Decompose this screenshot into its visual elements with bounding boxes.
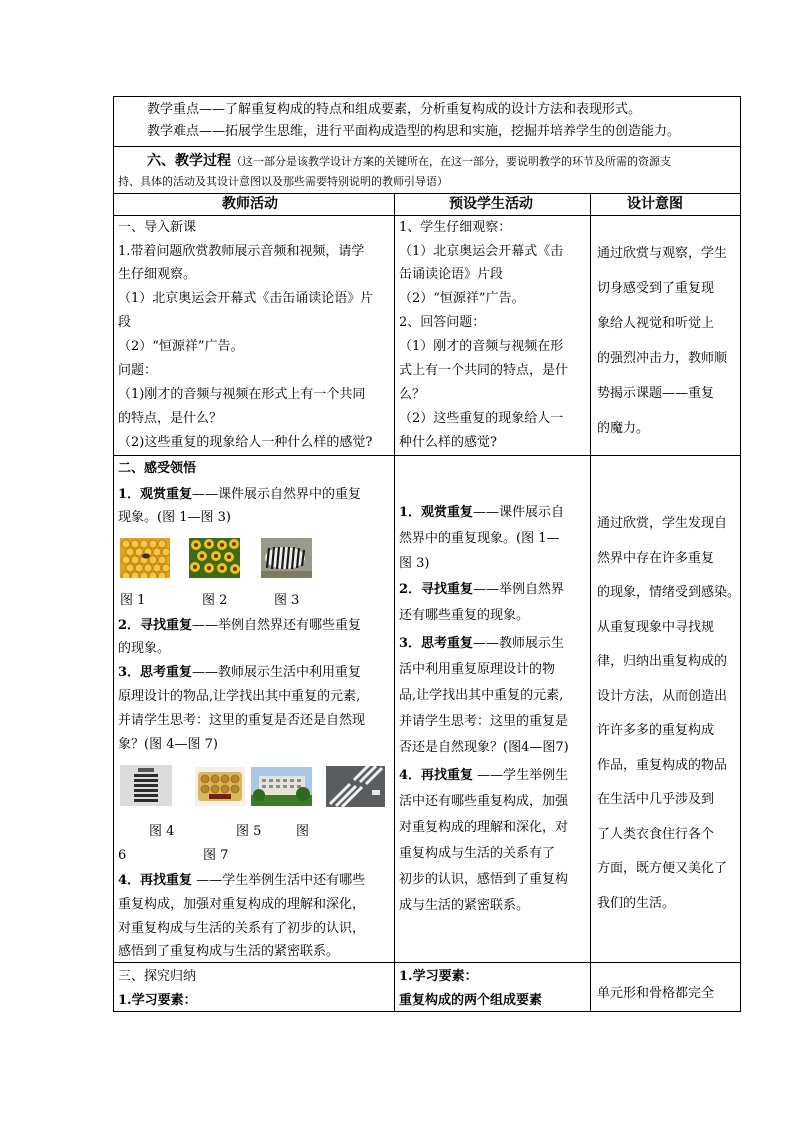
row2-s2-line: 还有哪些重复的现象。 [399,608,530,623]
row1-teacher-line: 一、导入新课 [118,220,197,235]
row2-intent-line: 从重复现象中寻找规 [597,620,715,635]
process-note-1: （这一部分是该教学设计方案的关键所在，在这一部分，要说明教学的环节及所需的资源支 [231,155,671,168]
s3-rest: ——教师展示生 [473,636,565,651]
row2-heading: 二、感受领悟 [118,461,197,476]
item-4-bold: 4．再找重复 [118,873,193,888]
row2-item-4-line: 对重复构成与生活的关系有了初步的认识， [118,921,366,936]
row2-s3 [399,632,564,655]
row1-teacher-line: 1.带着问题欣赏教师展示音频和视频，请学 [118,244,365,259]
row2-intent-line: 许许多多的重复构成 [597,723,715,738]
zebras-image [261,538,312,578]
item-4-rest: ——学生举例生活中还有哪些 [192,873,366,888]
row2-s4-line: 活中还有哪些重复构成，加强 [399,794,569,809]
row1-student-line: 种什么样的感觉? [399,435,497,450]
sunflowers-image [189,538,240,578]
row2-s3-line: 并请学生思考：这里的重复是 [399,714,569,729]
header-intent: 设计意图 [627,196,683,212]
fig-label-6b: 6 [118,848,127,863]
row1-intent-line: 的强烈冲击力，教师顺 [597,351,728,366]
row2-item-2 [118,614,361,637]
row1-student-line: （2）“恒源祥”广告。 [399,291,525,306]
fig-label-4: 图 4 [149,824,175,839]
row3-student-line: 1.学习要素： [399,969,478,984]
fig-label-5: 图 5 [236,824,262,839]
row1-teacher-line: （2)这些重复的现象给人一种什么样的感觉? [118,435,373,450]
row2-intent-line: 然界中存在许多重复 [597,551,715,566]
lamp-image [120,765,172,806]
item-1-rest: ——课件展示自然界中的重复 [192,487,362,502]
s1-rest: ——课件展示自 [473,505,565,520]
row2-item-3-line: 原理设计的物品,让学找出其中重复的元素, [118,689,361,704]
row1-intent-line: 切身感受到了重复现 [597,281,715,296]
row2-s3-line: 活中利用重复原理设计的物 [399,662,556,677]
col-divider-2 [590,193,591,1012]
row1-student-line: 么？ [399,387,426,402]
process-note-2: 持、具体的活动及其设计意图以及那些需要特别说明的教师引导语） [118,175,448,188]
row1-student-line: （1）北京奥运会开幕式《击 [399,244,564,259]
row2-item-4 [118,869,365,892]
row1-student-line: 式上有一个共同的特点，是什 [399,363,569,378]
row2-s4-line: 重复构成与生活的关系有了 [399,846,556,861]
item-2-bold: 2．寻找重复 [118,618,193,633]
row1-teacher-line: 的特点，是什么？ [118,411,223,426]
row2-intent-line: 通过欣赏，学生发现自 [597,516,728,531]
row2-s4-line: 初步的认识，感悟到了重复构 [399,872,569,887]
row1-teacher-line: 段 [118,315,132,330]
row2-intent-line: 方面，既方便又美化了 [597,861,728,876]
teaching-difficulty: 教学难点——拓展学生思维，进行平面构成造型的构思和实施，挖掘并培养学生的创造能力。 [147,124,681,139]
honeycomb-image [120,538,170,578]
row2-s3-line: 否还是自然现象？(图4—图7) [399,740,569,755]
fig-label-6a: 图 [296,824,310,839]
row3-intent-line: 单元形和骨格都完全 [597,986,715,1001]
row1-student-line: 2、回答问题： [399,315,486,330]
row2-s4-line: 对重复构成的理解和深化，对 [399,820,569,835]
row1-teacher-line: （1)刚才的音频与视频在形式上有一个共同 [118,387,366,402]
item-3-rest: ——教师展示生活中利用重复 [192,665,362,680]
row3-teacher-line: 三、探究归纳 [118,969,197,984]
item-3-bold: 3．思考重复 [118,665,193,680]
row2-intent-line: 了人类衣食住行各个 [597,827,715,842]
fig-label-7: 图 7 [203,848,229,863]
row2-item-4-line: 重复构成，加强对重复构成的理解和深化， [118,897,366,912]
header-student: 预设学生活动 [449,196,533,212]
row2-s1-line: 然界中的重复现象。(图 1— [399,531,560,546]
row1-teacher-line: （1）北京奥运会开幕式《击缶诵读论语》片 [118,291,374,306]
row2-item-3-line: 象？(图 4—图 7) [118,737,218,752]
fig-label-2: 图 2 [202,593,228,608]
row1-intent-line: 象给人视觉和听觉上 [597,316,715,331]
item-2-rest: ——举例自然界还有哪些重复 [192,618,362,633]
row2-intent-line: 在生活中几乎涉及到 [597,792,715,807]
row2-intent-line: 设计方法，从而创造出 [597,689,728,704]
row2-intent-line: 我们的生活。 [597,896,676,911]
row3-student-line: 重复构成的两个组成要素 [399,993,543,1008]
row1-teacher-line: 生仔细观察。 [118,267,197,282]
s3-bold: 3．思考重复 [399,636,474,651]
row2-item-2-cont: 的现象。 [118,641,171,656]
row2-s4-line: 成与生活的紧密联系。 [399,898,530,913]
s4-bold: 4．再找重复 [399,768,474,783]
row2-item-1-cont: 现象。(图 1—图 3) [118,510,231,525]
row2-intent-line: 作品，重复构成的物品 [597,758,728,773]
item-1-bold: 1．观赏重复 [118,487,193,502]
row3-teacher-line: 1.学习要素： [118,993,197,1008]
row2-intent-line: 律，归纳出重复构成的 [597,654,728,669]
header-teacher: 教师活动 [222,196,278,212]
fig-label-1: 图 1 [120,593,146,608]
teaching-focus: 教学重点——了解重复构成的特点和组成要素，分析重复构成的设计方法和表现形式。 [147,102,642,117]
row2-s4 [399,764,568,787]
row1-student-line: 缶诵读论语》片段 [399,267,504,282]
row1-student-line: （2）这些重复的现象给人一 [399,411,564,426]
s4-rest: ——学生举例生 [473,768,569,783]
row1-intent-line: 势揭示课题——重复 [597,386,715,401]
row2-item-4-line: 感悟到了重复构成与生活的紧密联系。 [118,944,340,959]
s2-bold: 2．寻找重复 [399,582,474,597]
s1-bold: 1．观赏重复 [399,505,474,520]
row-divider-1 [113,455,741,456]
row2-s3-line: 品,让学找出其中重复的元素, [399,688,564,703]
chocolate-box-image [195,767,245,806]
row2-item-3-line: 并请学生思考：这里的重复是否还是自然现 [118,713,366,728]
process-title-text: 六、教学过程 [147,153,231,169]
s2-rest: ——举例自然界 [473,582,565,597]
crosswalk-image [326,766,385,807]
building-image [251,767,312,806]
row1-intent-line: 的魔力。 [597,421,650,436]
row1-teacher-line: 问题： [118,363,158,378]
fig-label-3: 图 3 [274,593,300,608]
row1-intent-line: 通过欣赏与观察，学生 [597,246,728,261]
row2-item-1 [118,483,361,506]
row1-student-line: （1）刚才的音频与视频在形 [399,339,564,354]
row2-s2 [399,578,564,601]
row1-teacher-line: （2）“恒源祥”广告。 [118,339,244,354]
col-divider-1 [394,193,395,1012]
row2-s1-line: 图 3) [399,556,430,571]
row2-intent-line: 的现象，情绪受到感染。 [597,585,741,600]
row2-s1 [399,501,564,524]
row2-item-3 [118,661,361,684]
row1-student-line: 1、学生仔细观察： [399,220,512,235]
